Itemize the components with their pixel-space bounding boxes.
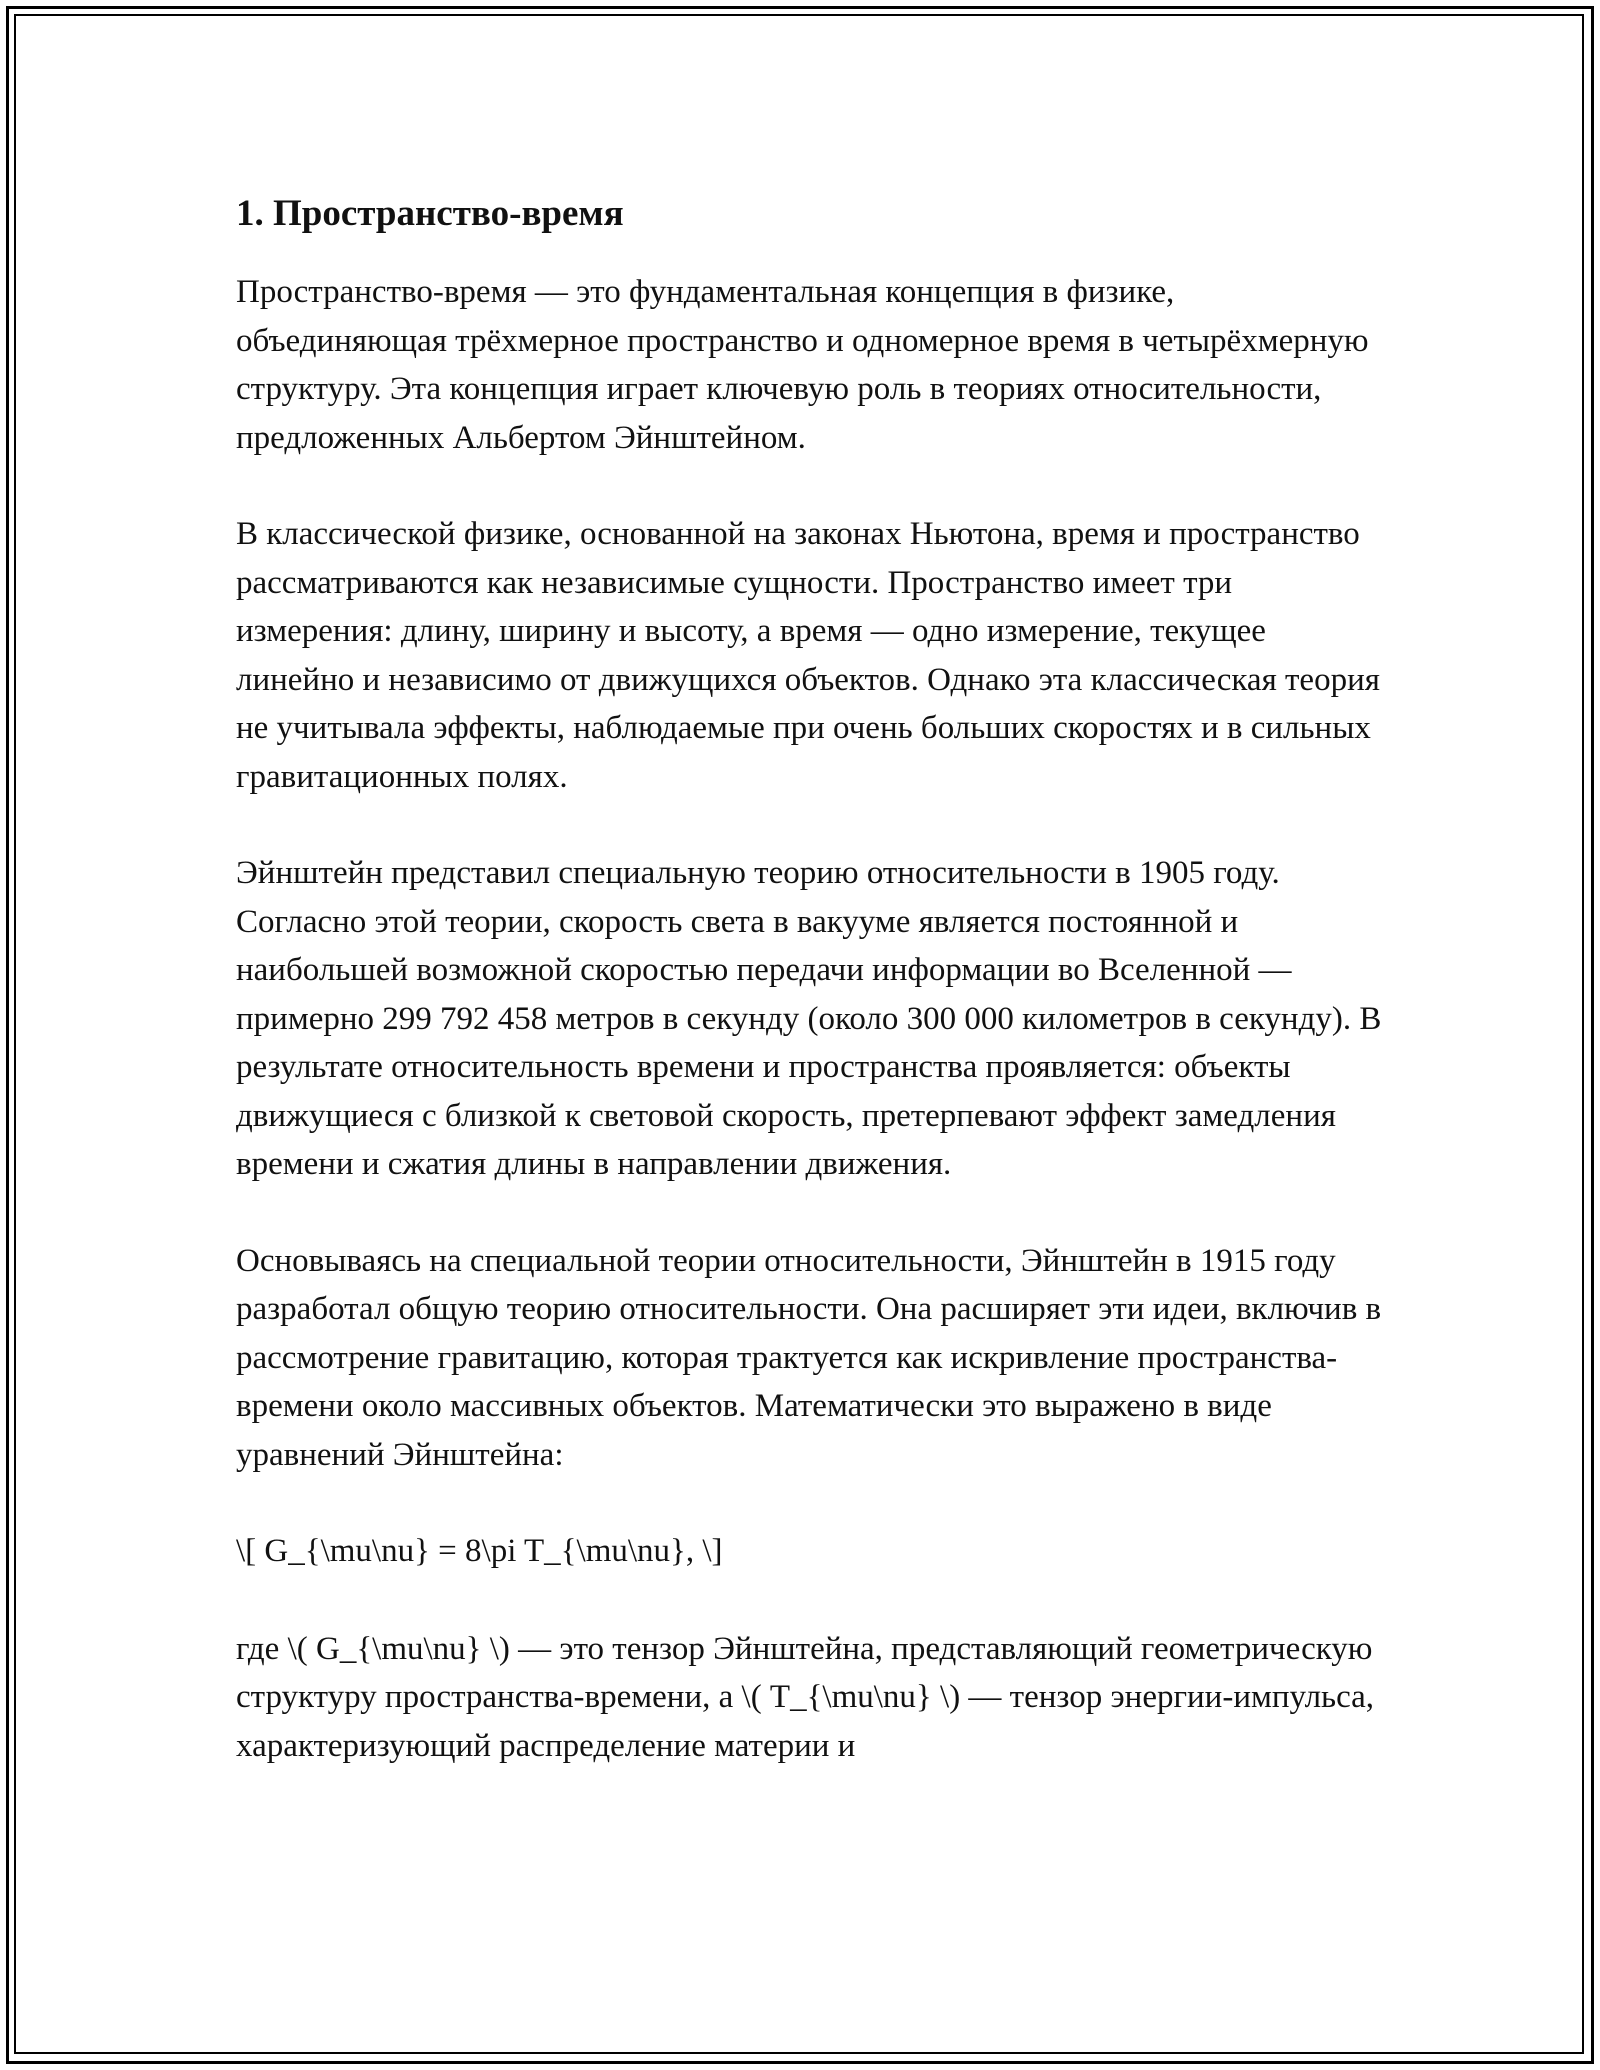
- paragraph-spacetime-intro: Пространство-время — это фундаментальная концепция в физике, объединяющая трёхмерное пространство и одномерное время в четырёхмерную структуру. Эта концепция играет ключевую роль в теориях относительности, предложенных Альбертом Эйнштейном.: [236, 274, 1369, 456]
- paragraph-special-relativity: Эйнштейн представил специальную теорию относительности в 1905 году. Согласно этой теории, скорость света в вакууме является постоянной и наибольшей возможной скоростью передачи информации во Вселенной — примерно 299 792 458 метров в секунду (около 300 000 километров в секунду). В результате относительность времени и пространства проявляется: объекты движущиеся с близкой к световой скорость, претерпевают эффект замедления времени и сжатия длины в направлении движения.: [236, 855, 1382, 1182]
- document-body: [236, 186, 1386, 1818]
- paragraph-tensor-explanation: где \( G_{\mu\nu} \) — это тензор Эйнштейна, представляющий геометрическую структуру пространства-времени, а \( T_{\mu\nu} \) — тензор энергии-импульса, характеризующий распределение материи и: [236, 1630, 1375, 1764]
- einstein-equation: \[ G_{\mu\nu} = 8\pi T_{\mu\nu}, \]: [236, 1533, 723, 1569]
- paragraph-classical-physics: В классической физике, основанной на законах Ньютона, время и пространство рассматриваются как независимые сущности. Пространство имеет три измерения: длину, ширину и высоту, а время — одно измерение, текущее линейно и независимо от движущихся объектов. Однако эта классическая теория не учитывала эффекты, наблюдаемые при очень больших скоростях и в сильных гравитационных полях.: [236, 516, 1380, 795]
- paragraph-general-relativity: Основываясь на специальной теории относительности, Эйнштейн в 1915 году разработал общую теорию относительности. Она расширяет эти идеи, включив в рассмотрение гравитацию, которая трактуется как искривление пространства-времени около массивных объектов. Математически это выражено в виде уравнений Эйнштейна:: [236, 1242, 1382, 1473]
- section-heading: 1. Пространство-время: [236, 193, 624, 234]
